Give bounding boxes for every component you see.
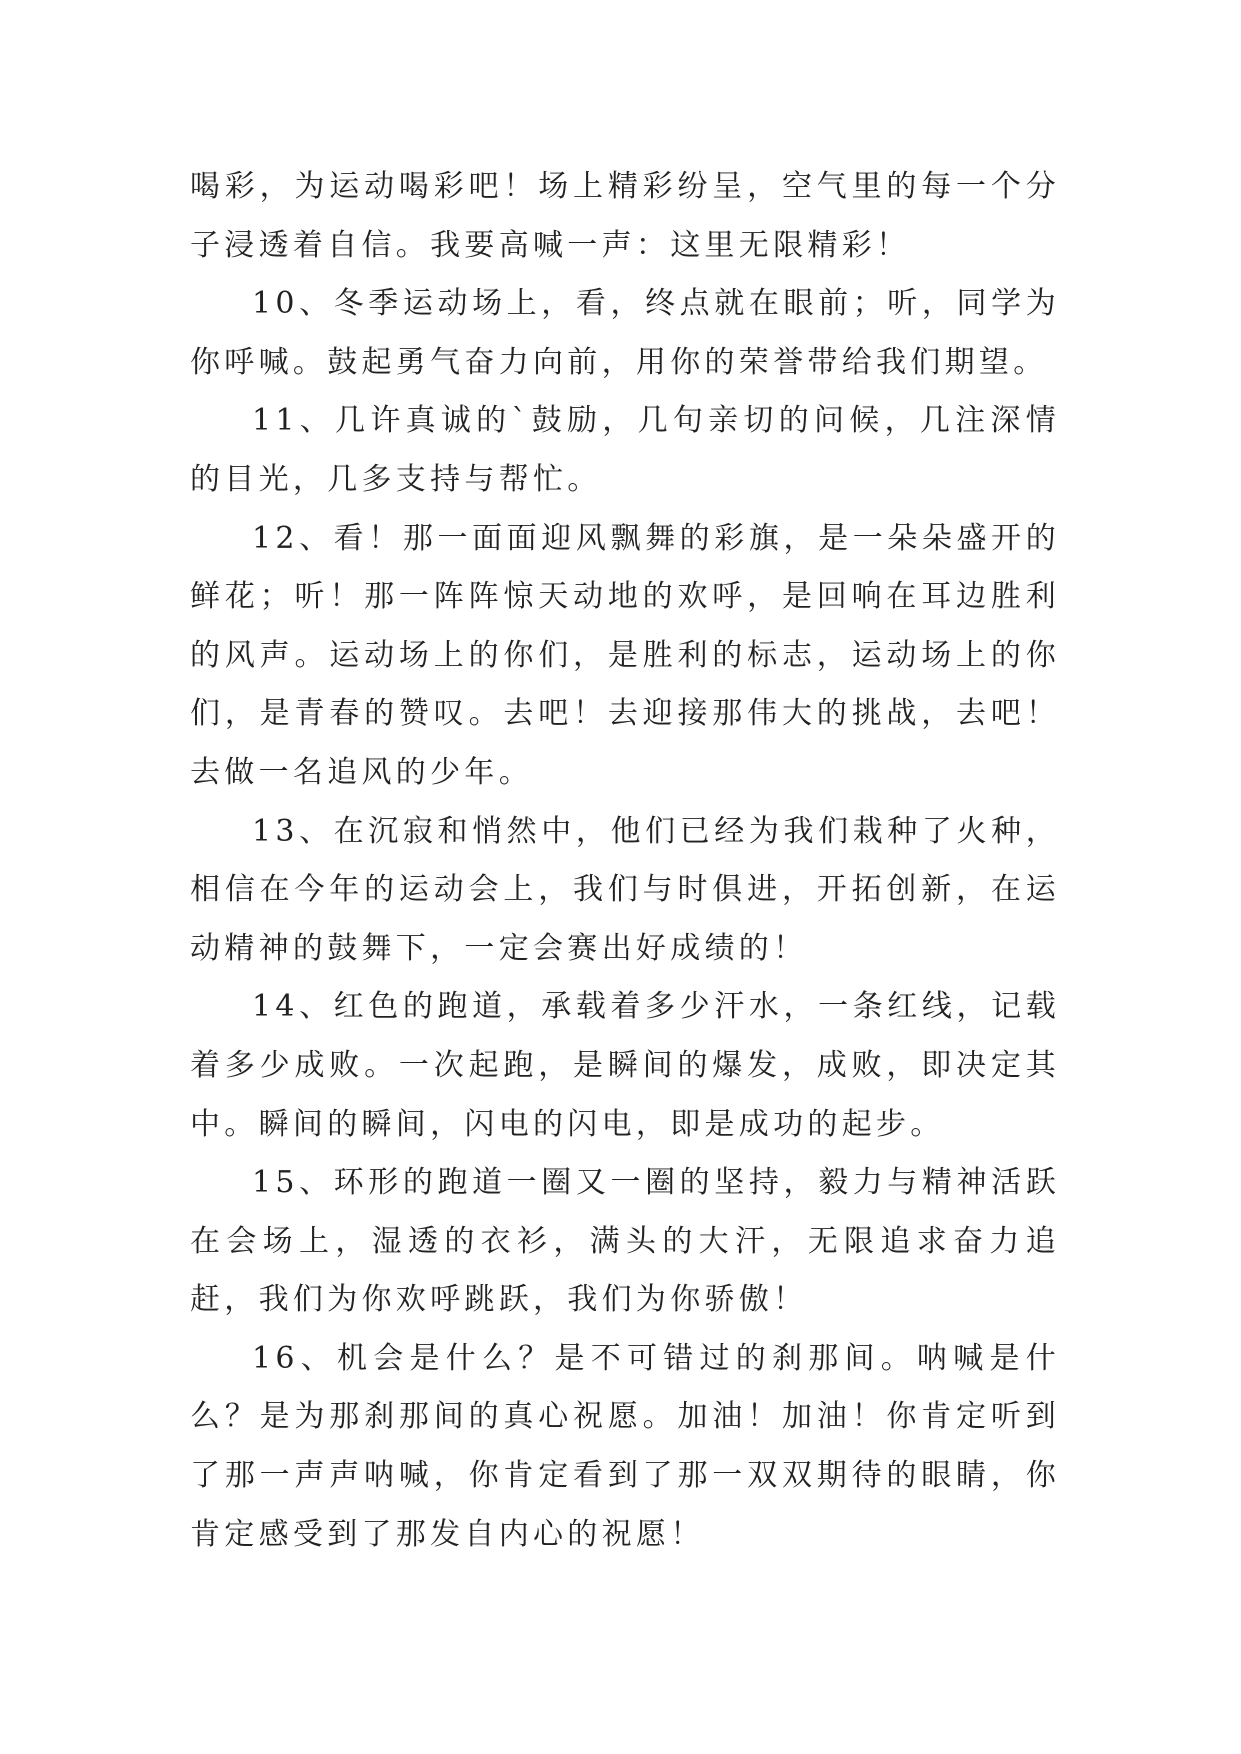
paragraph-item-14: 14、红色的跑道，承载着多少汗水，一条红线，记载着多少成败。一次起跑，是瞬间的爆发，成败，即决定其中。瞬间的瞬间，闪电的闪电，即是成功的起步。	[190, 989, 1060, 1142]
paragraph-item-16: 16、机会是什么？是不可错过的刹那间。呐喊是什么？是为那刹那间的真心祝愿。加油！加油！你肯定听到了那一声声呐喊，你肯定看到了那一双双期待的眼睛，你肯定感受到了那发自内心的祝愿！	[190, 1340, 1060, 1552]
paragraph-item-13: 13、在沉寂和悄然中，他们已经为我们栽种了火种，相信在今年的运动会上，我们与时俱进，开拓创新，在运动精神的鼓舞下，一定会赛出好成绩的！	[190, 813, 1060, 966]
document-body	[190, 158, 1060, 1564]
paragraph-item-11: 11、几许真诚的`鼓励，几句亲切的问候，几注深情的目光，几多支持与帮忙。	[190, 403, 1060, 497]
paragraph-item-10: 10、冬季运动场上，看，终点就在眼前；听，同学为你呼喊。鼓起勇气奋力向前，用你的荣誉带给我们期望。	[190, 286, 1060, 380]
paragraph-item-15: 15、环形的跑道一圈又一圈的坚持，毅力与精神活跃在会场上，湿透的衣衫，满头的大汗，无限追求奋力追赶，我们为你欢呼跳跃，我们为你骄傲！	[190, 1165, 1060, 1318]
paragraph-continuation: 喝彩，为运动喝彩吧！场上精彩纷呈，空气里的每一个分子浸透着自信。我要高喊一声：这里无限精彩！	[190, 169, 1060, 263]
paragraph-item-12: 12、看！那一面面迎风飘舞的彩旗，是一朵朵盛开的鲜花；听！那一阵阵惊天动地的欢呼，是回响在耳边胜利的风声。运动场上的你们，是胜利的标志，运动场上的你们，是青春的赞叹。去吧！去迎接那伟大的挑战，去吧！去做一名追风的少年。	[190, 520, 1060, 790]
